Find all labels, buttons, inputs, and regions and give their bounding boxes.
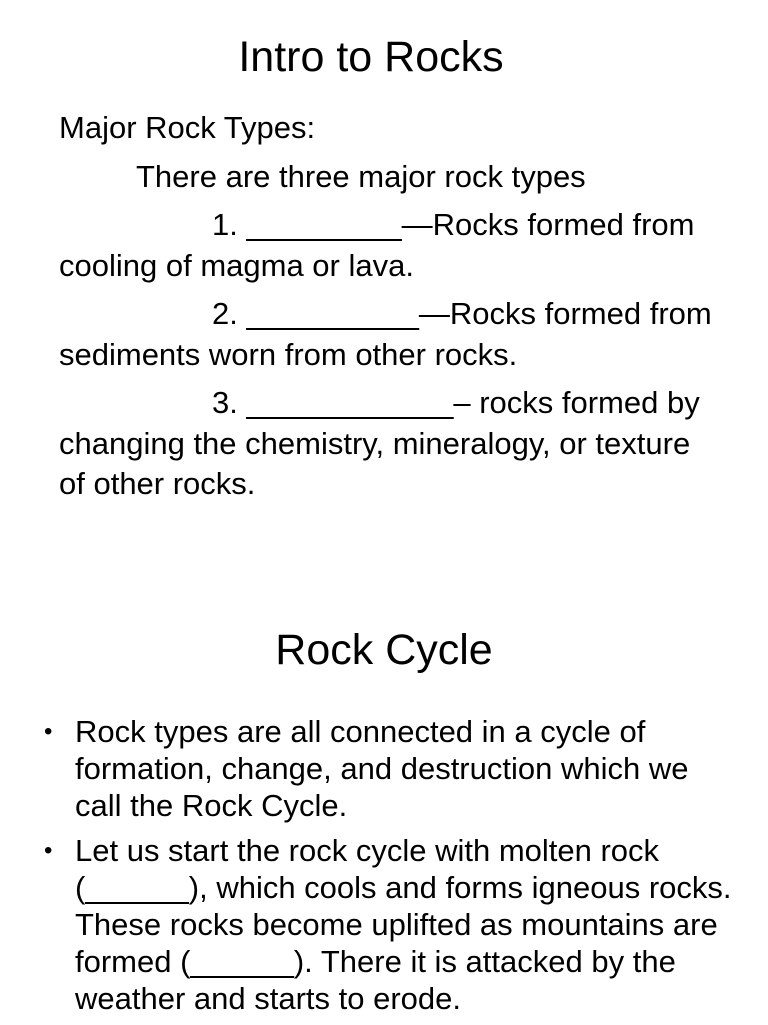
bullet-item bbox=[44, 832, 734, 1017]
rock-type-item-2: 2. __________—Rocks formed from sediments worn from other rocks. bbox=[59, 296, 712, 372]
rock-cycle-bullet-list bbox=[44, 713, 734, 1025]
bullet-dot-icon: • bbox=[44, 718, 53, 745]
rock-type-item-1: 1. _________—Rocks formed from cooling of magma or lava. bbox=[59, 207, 695, 283]
bullet-text-2: Let us start the rock cycle with molten rock (______), which cools and forms igneous rocks. These rocks become uplifted as mountains are formed (______). There it is attacked by the weather and starts to erode. bbox=[75, 833, 732, 1016]
slide-title-intro: Intro to Rocks bbox=[238, 33, 504, 81]
rock-types-intro: There are three major rock types bbox=[136, 158, 586, 194]
rock-type-item-3: 3. ____________– rocks formed by changing the chemistry, mineralogy, or texture of other rocks. bbox=[59, 385, 700, 501]
bullet-dot-icon: • bbox=[44, 837, 53, 864]
bullet-item bbox=[44, 713, 734, 824]
bullet-text-1: Rock types are all connected in a cycle of formation, change, and destruction which we call the Rock Cycle. bbox=[75, 714, 689, 823]
slide-title-rock-cycle: Rock Cycle bbox=[275, 626, 493, 674]
rock-types-heading: Major Rock Types: bbox=[59, 110, 316, 145]
rock-types-section bbox=[59, 108, 719, 505]
